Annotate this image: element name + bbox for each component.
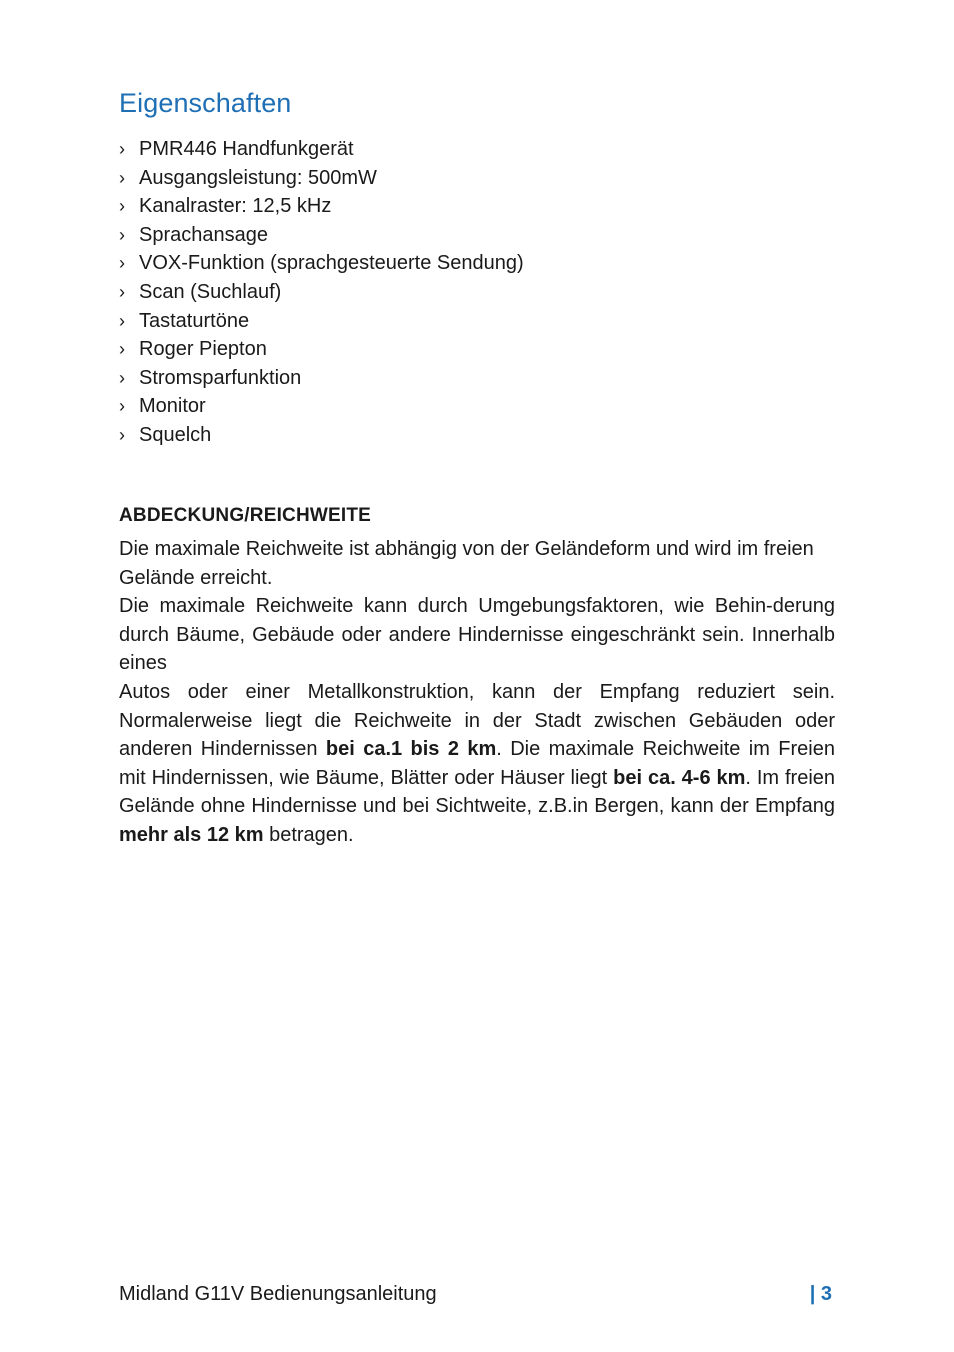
bullet-icon: › xyxy=(119,139,125,159)
feature-label: Roger Piepton xyxy=(139,338,267,361)
list-item xyxy=(119,421,524,450)
bullet-icon: › xyxy=(119,281,125,302)
feature-label: Sprachansage xyxy=(139,223,268,246)
paragraph-3-text-g: betragen. xyxy=(263,823,354,846)
feature-label: Ausgangsleistung: 500mW xyxy=(139,166,377,189)
paragraph-3 xyxy=(119,678,835,850)
feature-label: Monitor xyxy=(139,395,206,418)
feature-list xyxy=(119,135,524,450)
feature-label: PMR446 Handfunkgerät xyxy=(139,138,354,160)
list-item xyxy=(119,392,524,421)
range-city-value: bei ca.1 bis 2 km xyxy=(325,738,497,761)
feature-label: Stromsparfunktion xyxy=(139,366,302,389)
list-item xyxy=(119,164,524,193)
paragraph-2-text: Die maximale Reichweite kann durch Umgebungsfaktoren, wie Behin-derung durch Bäume, Gebäude oder andere Hindernisse eingeschränkt sein. Innerhalb eines xyxy=(119,595,835,675)
feature-label: Kanalraster: 12,5 kHz xyxy=(139,195,332,218)
list-item xyxy=(119,135,524,164)
page-title: Eigenschaften xyxy=(119,88,292,118)
list-item xyxy=(119,335,524,364)
paragraph-3-text-a: Autos oder einer Metallkonstruktion, kann der Empfang reduziert sein. Normalerweise liegt die Reichweite in der Stadt zwischen Gebäuden oder anderen Hindernissen xyxy=(119,680,835,761)
page-number: | 3 xyxy=(809,1283,832,1305)
bullet-icon: › xyxy=(119,396,125,417)
list-item xyxy=(119,192,524,221)
bullet-icon: › xyxy=(119,310,125,331)
paragraph-2 xyxy=(119,592,835,678)
feature-label: Squelch xyxy=(139,423,212,446)
feature-label: VOX-Funktion (sprachgesteuerte Sendung) xyxy=(139,252,524,275)
bullet-icon: › xyxy=(119,339,125,360)
bullet-icon: › xyxy=(119,424,125,445)
list-item xyxy=(119,221,524,250)
list-item xyxy=(119,249,524,278)
list-item xyxy=(119,278,524,307)
bullet-icon: › xyxy=(119,196,125,217)
footer-title: Midland G11V Bedienungsanleitung xyxy=(119,1283,437,1305)
paragraph-3-text-c: . Die maximale Reichweite im Freien mit Hindernissen, wie Bäume, Blätter oder Häuser liegt xyxy=(119,738,835,789)
page-footer xyxy=(119,1283,832,1306)
bullet-icon: › xyxy=(119,253,125,274)
list-item xyxy=(119,364,524,393)
list-item xyxy=(119,307,524,336)
paragraph-1: Die maximale Reichweite ist abhängig von der Geländeform und wird im freien Gelände erreicht. xyxy=(119,538,814,589)
range-open-value: mehr als 12 km xyxy=(119,823,264,846)
feature-label: Scan (Suchlauf) xyxy=(139,280,282,303)
bullet-icon: › xyxy=(119,167,125,188)
section-body xyxy=(119,535,835,850)
section-title: ABDECKUNG/REICHWEITE xyxy=(119,505,372,526)
paragraph-3-text-e: . Im freien Gelände ohne Hindernisse und bei Sichtweite, z.B.in Bergen, kann der Empfang xyxy=(119,766,836,818)
bullet-icon: › xyxy=(119,224,125,245)
bullet-icon: › xyxy=(119,367,125,388)
feature-label: Tastaturtöne xyxy=(139,309,250,332)
range-outdoor-value: bei ca. 4-6 km xyxy=(613,766,746,789)
